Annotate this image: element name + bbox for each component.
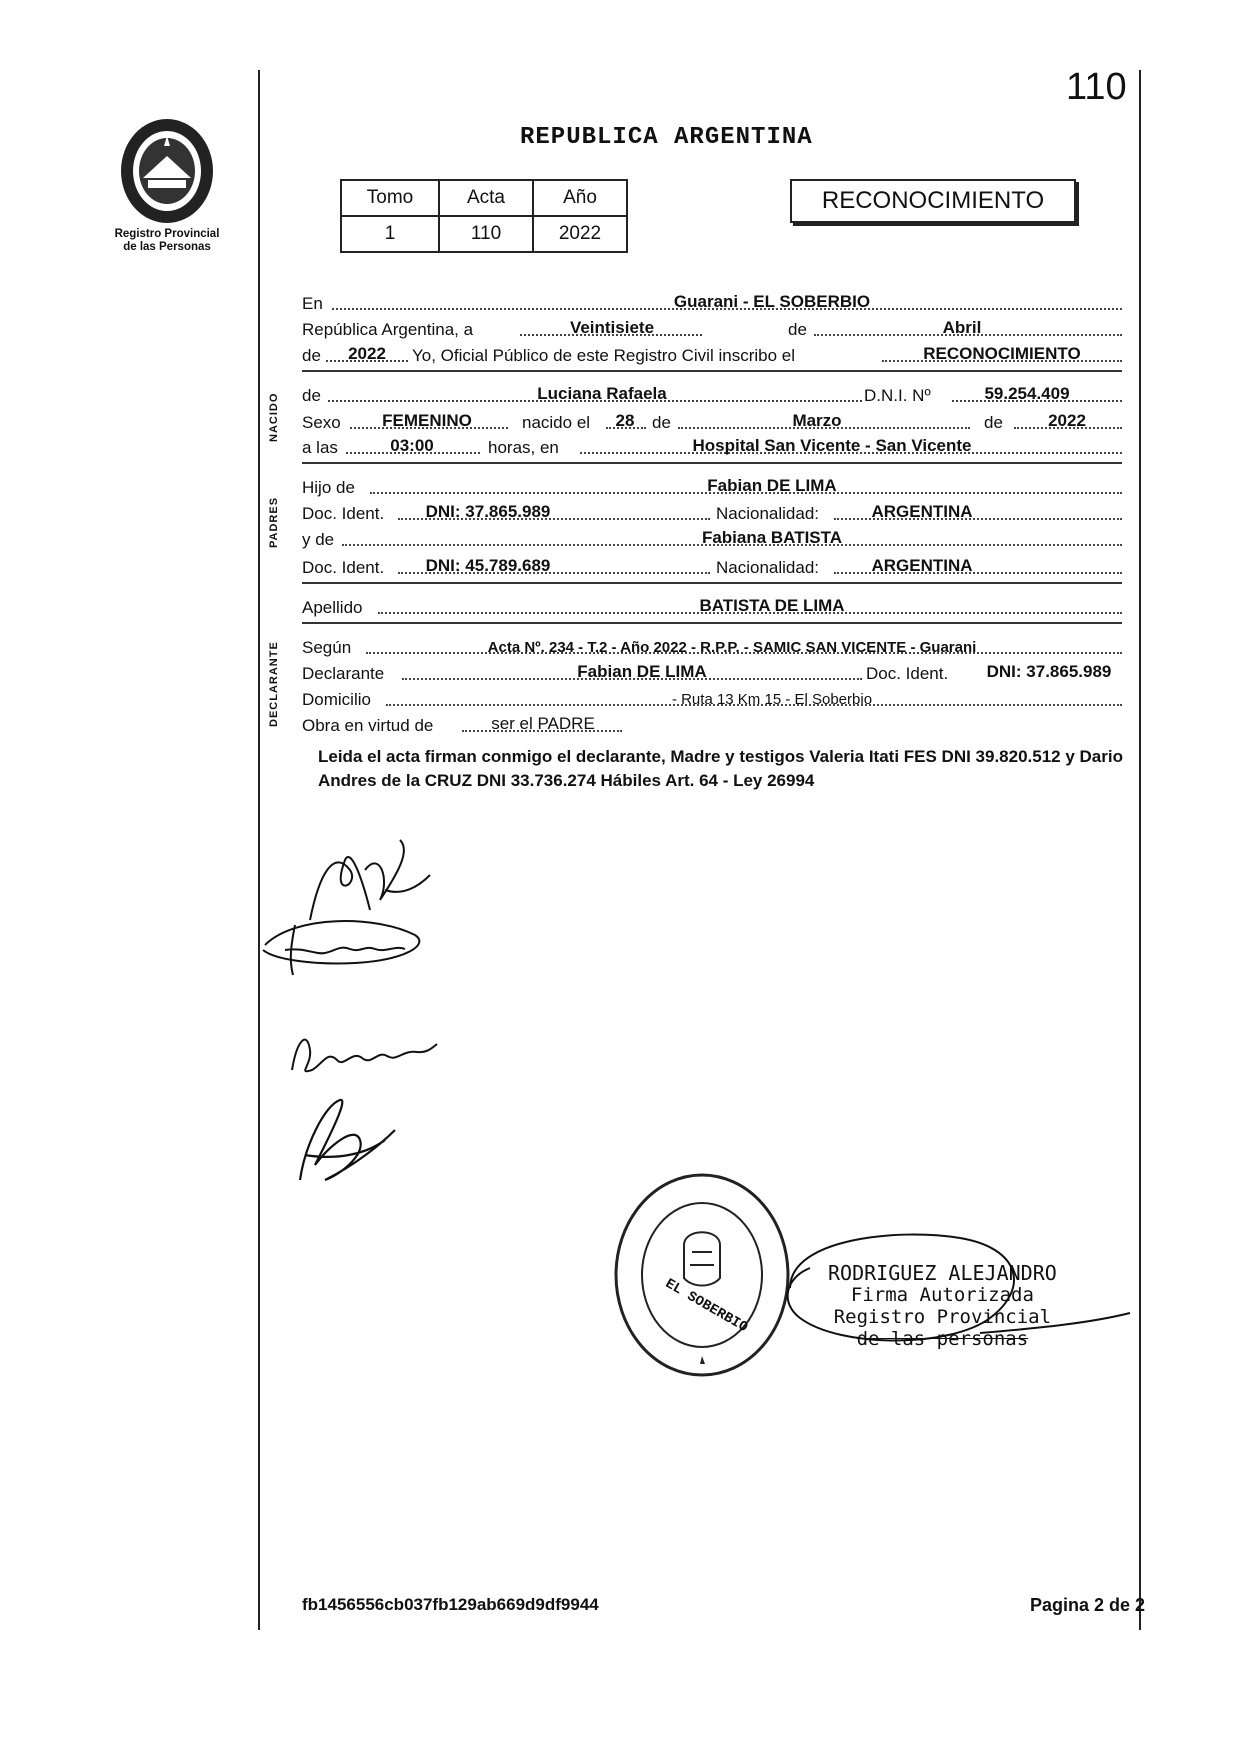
field-row-nombre [302,380,1122,406]
stamp-ring-text [640,1390,650,1400]
section-divider [302,370,1122,372]
value-acto: RECONOCIMIENTO [923,344,1081,363]
left-margin-rule [258,70,260,1630]
field-row-republica [302,314,1122,340]
table-header-tomo: Tomo [341,180,439,216]
authority-org: Registro Provincial [833,1306,1052,1328]
value-lugar-nac: Hospital San Vicente - San Vicente [692,436,972,455]
value-madre-doc: DNI: 45.789.689 [425,556,551,575]
value-dni: 59.254.409 [984,384,1070,403]
label-apellido: Apellido [302,598,363,617]
value-padre: Fabian DE LIMA [707,476,837,495]
label-nacido: nacido el [522,413,591,432]
logo-caption [92,228,242,254]
official-stamp [612,1170,792,1380]
value-anio: 2022 [348,344,386,363]
label-declarante: Declarante [302,664,385,683]
value-dia: Veintisiete [569,318,655,337]
signature-testigo-2 [285,1085,415,1195]
label-obra: Obra en virtud de [302,716,434,735]
value-declarante-doc: DNI: 37.865.989 [986,662,1112,681]
label-de: de [788,320,807,339]
table-value-anio: 2022 [533,216,627,252]
authority-org-2: de las personas [856,1328,1029,1350]
value-nac-anio: 2022 [1048,411,1086,430]
signature-madre [255,905,435,995]
label-hijo-de: Hijo de [302,478,355,497]
table-value-acta: 110 [439,216,533,252]
section-divider [302,462,1122,464]
label-horas-en: horas, en [488,438,559,457]
field-row-padre [302,472,1122,498]
label-domicilio: Domicilio [302,690,371,709]
stamp-center-text: EL SOBERBIO [662,1275,751,1337]
label-segun: Según [302,638,352,657]
label-nac-de2: de [984,413,1003,432]
logo-caption-line1: Registro Provincial [114,228,220,240]
field-row-madre [302,524,1122,550]
page-title: REPUBLICA ARGENTINA [520,124,813,151]
right-margin-rule [1139,70,1141,1630]
value-madre-nac: ARGENTINA [871,556,973,575]
side-label-nacido: NACIDO [268,392,280,442]
value-hora: 03:00 [390,436,434,455]
field-row-apellido [302,592,1122,618]
label-nacionalidad-madre: Nacionalidad: [716,558,820,577]
field-row-en [302,288,1122,314]
label-nacionalidad: Nacionalidad: [716,504,820,523]
table-value-tomo: 1 [341,216,439,252]
field-row-obra [302,710,1122,736]
field-row-padre-doc [302,498,1122,524]
value-madre: Fabiana BATISTA [701,528,843,547]
value-domicilio: - Ruta 13 Km 15 - El Soberbio [671,691,873,708]
value-nac-mes: Marzo [792,411,842,430]
section-divider [302,582,1122,584]
value-obra: ser el PADRE [491,714,595,733]
document-hash: fb1456556cb037fb129ab669d9df9944 [302,1595,599,1614]
field-row-declarante [302,658,1122,684]
label-oficial: Yo, Oficial Público de este Registro Civil inscribo el [412,346,795,365]
label-en: En [302,294,323,313]
label-de-nombre: de [302,386,321,405]
label-dni: D.N.I. Nº [864,386,931,405]
value-apellido: BATISTA DE LIMA [699,596,845,615]
record-type-box: RECONOCIMIENTO [790,179,1076,223]
label-sexo: Sexo [302,413,341,432]
table-header-anio: Año [533,180,627,216]
field-row-hora [302,432,1122,458]
field-row-domicilio [302,684,1122,710]
value-nombre: Luciana Rafaela [537,384,667,403]
label-doc-ident: Doc. Ident. [302,504,385,523]
label-nac-de: de [652,413,671,432]
label-republica: República Argentina, a [302,320,474,339]
signature-testigo-1 [282,1020,442,1090]
value-mes: Abril [942,318,982,337]
label-y-de: y de [302,530,335,549]
field-row-oficial [302,340,1122,366]
page-number: 110 [1066,66,1127,108]
field-row-sexo [302,407,1122,433]
side-label-padres: PADRES [268,496,280,548]
label-doc-ident-madre: Doc. Ident. [302,558,385,577]
closing-note: Leida el acta firman conmigo el declarante, Madre y testigos Valeria Itati FES DNI 39.820.512 y Dario Andres de la CRUZ DNI 33.736.274 Hábiles Art. 64 - Ley 26994 [318,747,1123,790]
authority-role: Firma Autorizada [850,1284,1034,1306]
province-seal-logo [118,116,216,226]
table-header-acta: Acta [439,180,533,216]
value-padre-doc: DNI: 37.865.989 [425,502,551,521]
label-doc-ident-declarante: Doc. Ident. [866,664,949,683]
value-lugar-registro: Guarani - EL SOBERBIO [673,292,871,311]
value-nac-dia: 28 [615,411,635,430]
side-label-declarante: DECLARANTE [268,641,280,727]
value-sexo: FEMENINO [382,411,472,430]
page-indicator: Pagina 2 de 2 [1030,1595,1146,1615]
record-table [340,179,628,253]
value-padre-nac: ARGENTINA [871,502,973,521]
field-row-segun [302,632,1122,658]
label-alas: a las [302,438,338,457]
logo-caption-line2: de las Personas [123,241,211,253]
value-declarante: Fabian DE LIMA [577,662,707,681]
authority-name: RODRIGUEZ ALEJANDRO [828,1261,1057,1285]
section-divider [302,622,1122,624]
label-de-anio: de [302,346,321,365]
value-segun: Acta Nº. 234 - T.2 - Año 2022 - R.P.P. - SAMIC SAN VICENTE - Guarani [487,639,977,656]
authority-block [828,1262,1057,1350]
field-row-madre-doc [302,552,1122,578]
